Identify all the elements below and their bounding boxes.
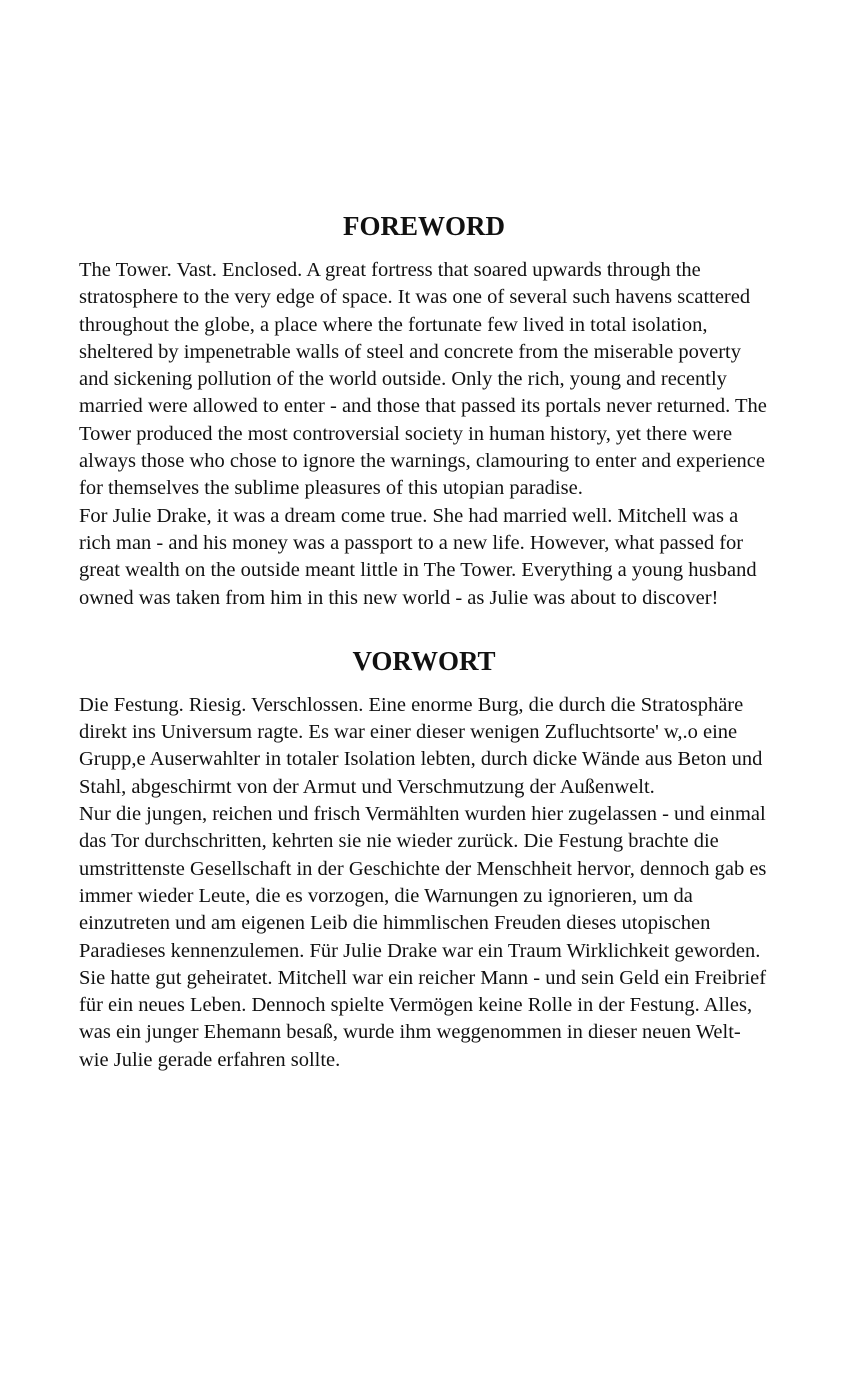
vorwort-section [79,642,769,1074]
foreword-paragraph-1: The Tower. Vast. Enclosed. A great fortress that soared upwards through the stratosphere to the very edge of space. It was one of several such havens scattered throughout the globe, a place where the fortunate few lived in total isolation, sheltered by impenetrable walls of steel and concrete from the miserable poverty and sickening pollution of the world outside. Only the rich, young and recently married were allowed to enter - and those that passed its portals never returned. The Tower produced the most controversial society in human history, yet there were always those who chose to ignore the warnings, clamouring to enter and experience for themselves the sublime pleasures of this utopian paradise. [79,259,767,500]
vorwort-heading: VORWORT [352,645,496,676]
foreword-section [79,207,769,612]
vorwort-paragraph-2: Nur die jungen, reichen und frisch Vermählten wurden hier zugelassen - und einmal das Tor durchschritten, kehrten sie nie wieder zurück. Die Festung brachte die umstrittenste Gesellschaft in der Geschichte der Menschheit hervor, dennoch gab es immer wieder Leute, die es vorzogen, die Warnungen zu ignorieren, um da einzutreten und am eigenen Leib die himmlischen Freuden dieses utopischen Paradieses kennenzulemen. Für Julie Drake war ein Traum Wirklichkeit geworden. Sie hatte gut geheiratet. Mitchell war ein reicher Mann - und sein Geld ein Freibrief für ein neues Leben. Dennoch spielte Vermögen keine Rolle in der Festung. Alles, was ein junger Ehemann besaß, wurde ihm weggenommen in dieser neuen Welt- wie Julie gerade erfahren sollte. [79,803,767,1071]
foreword-paragraph-2: For Julie Drake, it was a dream come true. She had married well. Mitchell was a rich man - and his money was a passport to a new life. However, what passed for great wealth on the outside meant little in The Tower. Everything a young husband owned was taken from him in this new world - as Julie was about to discover! [79,504,757,609]
section-divider [79,612,769,642]
foreword-heading: FOREWORD [343,211,505,241]
vorwort-paragraph-1: Die Festung. Riesig. Verschlossen. Eine enorme Burg, die durch die Stratosphäre direkt ins Universum ragte. Es war einer dieser wenigen Zufluchtsorte' w,.o eine Grupp,e Auserwahlter in totaler Isolation lebten, durch dicke Wände aus Beton und Stahl, abgeschirmt von der Armut und Verschmutzung der Außenwelt. [79,693,763,798]
document-page [79,207,769,1074]
